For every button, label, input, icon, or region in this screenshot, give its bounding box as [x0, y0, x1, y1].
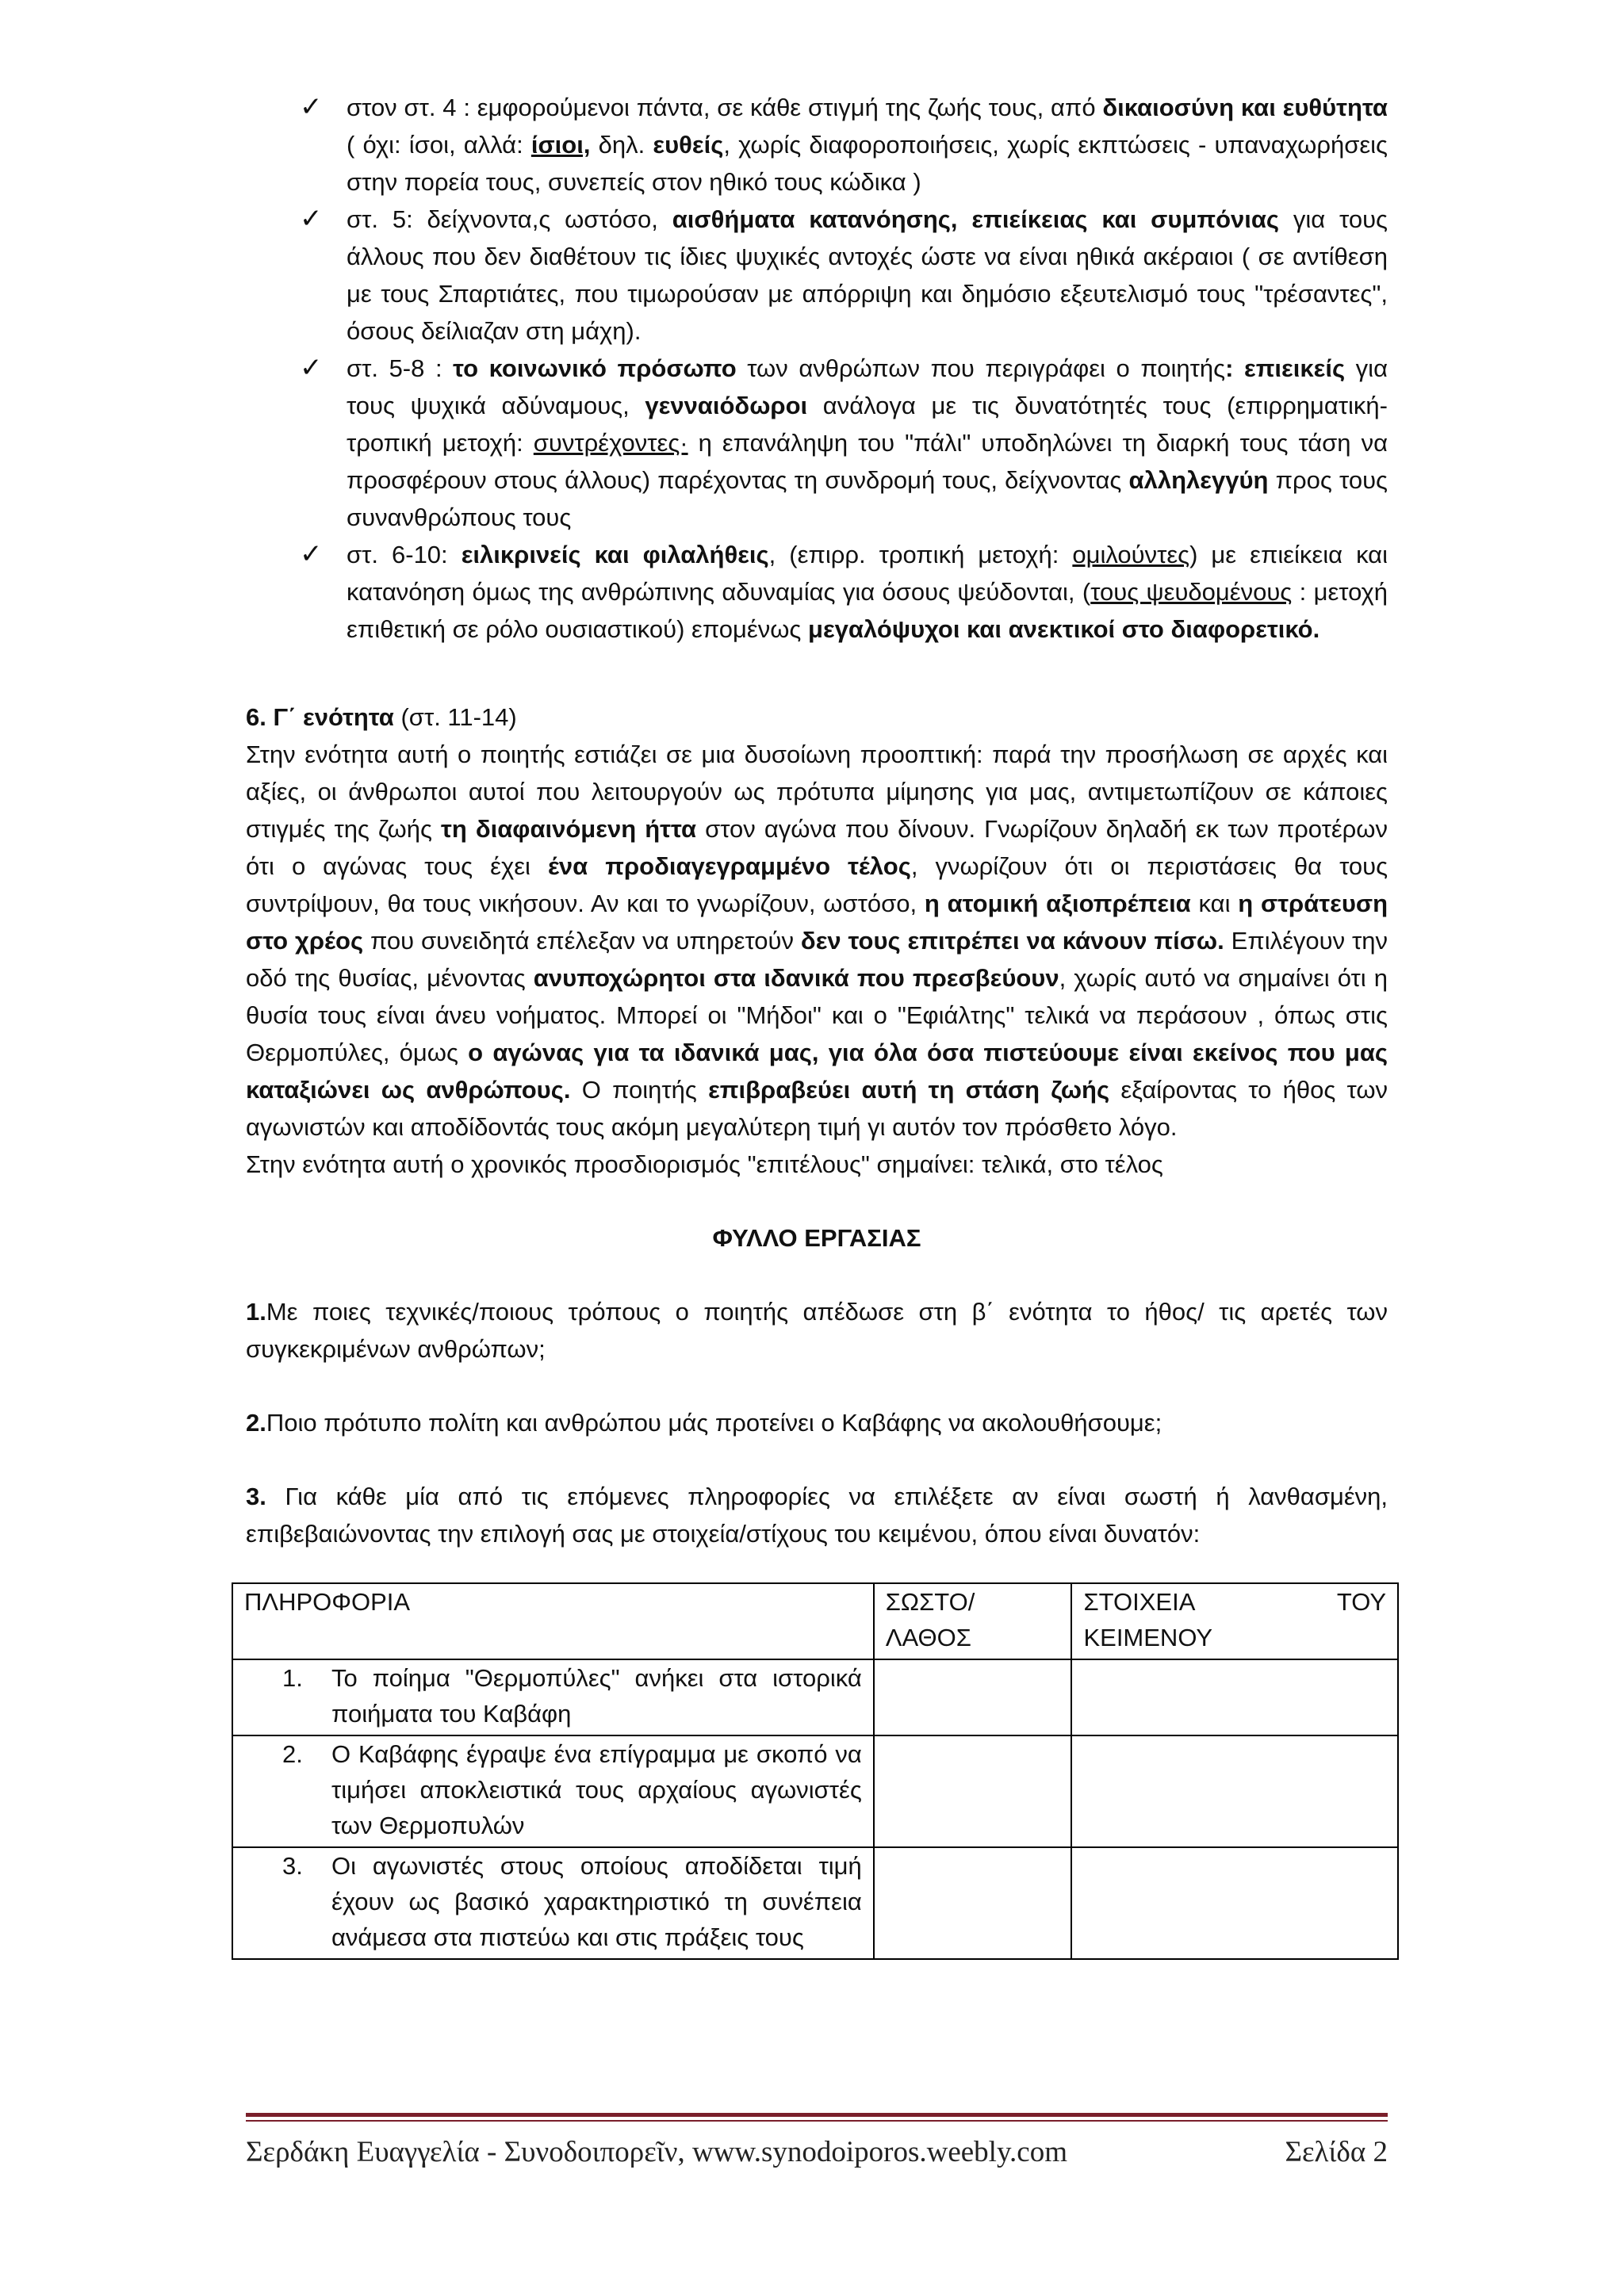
header-text-evidence: [1071, 1583, 1398, 1659]
question-number: 3.: [246, 1483, 266, 1510]
text-run: η επανάληψη του "πάλι" υποδηλώνει τη διαρκή τους τάση να προσφέρουν στους άλλους) παρέχοντας τη συνδρομή τους, δείχνοντας: [347, 429, 1388, 494]
answer-cell[interactable]: [874, 1659, 1072, 1735]
text-run: γενναιόδωροι: [645, 392, 808, 419]
text-run: ο αγώνας για τα ιδανικά μας, για όλα όσα πιστεύουμε είναι εκείνος που μας καταξιώνει ως ανθρώπους.: [246, 1039, 1388, 1104]
trait-text: [347, 205, 1388, 345]
text-run: τη διαφαινόμενη ήττα: [440, 815, 697, 843]
section-heading-bold: 6. Γ΄ ενότητα: [246, 703, 394, 731]
text-run: μεγαλόψυχοι και ανεκτικοί στο διαφορετικό.: [807, 615, 1320, 643]
trait-text: [347, 94, 1388, 196]
statement-number: 2.: [282, 1740, 303, 1768]
header-info: ΠΛΗΡΟΦΟΡΙΑ: [232, 1583, 874, 1659]
text-run: στ. 5: δείχνοντα,ς ωστόσο,: [347, 205, 672, 233]
table-row: [232, 1735, 1398, 1847]
text-run: Επιλέγουν την οδό της θυσίας, μένοντας: [246, 927, 1388, 992]
trait-item: [246, 201, 1388, 350]
text-run: το κοινωνικό πρόσωπο: [453, 354, 737, 382]
trait-text: [347, 541, 1388, 643]
text-run: δηλ.: [590, 131, 653, 159]
text-run: ( όχι: ίσοι, αλλά:: [347, 131, 531, 159]
question-text: Για κάθε μία από τις επόμενες πληροφορίες να επιλέξετε αν είναι σωστή ή λανθασμένη, επιβεβαιώνοντας την επιλογή σας με στοιχεία/στίχους του κειμένου, όπου είναι δυνατόν:: [246, 1483, 1388, 1548]
header-evidence-word-3: ΚΕΙΜΕΝΟΥ: [1083, 1624, 1213, 1651]
text-run: ανυποχώρητοι στα ιδανικά που πρεσβεύουν: [533, 964, 1059, 992]
text-run: συντρέχοντες·: [533, 429, 688, 457]
statement-cell: [232, 1659, 874, 1735]
evidence-cell[interactable]: [1071, 1847, 1398, 1959]
statement-number: 1.: [282, 1664, 303, 1692]
trait-item: [246, 89, 1388, 201]
statement-text: Ο Καβάφης έγραψε ένα επίγραμμα με σκοπό να τιμήσει αποκλειστικά τους αρχαίους αγωνιστές των Θερμοπυλών: [331, 1740, 862, 1839]
check-icon: ✓: [300, 352, 323, 384]
text-run: η ατομική αξιοπρέπεια: [924, 890, 1191, 917]
header-evidence-word-2: ΤΟΥ: [1336, 1588, 1386, 1616]
text-run: , χωρίς διαφοροποιήσεις, χωρίς εκπτώσεις - υπαναχωρήσεις στην πορεία τους, συνεπείς στον ηθικό τους κώδικα ): [347, 131, 1388, 196]
section-paragraph-text: [246, 740, 1388, 1141]
section-heading-range: (στ. 11-14): [393, 703, 517, 731]
text-run: για τους άλλους που δεν διαθέτουν τις ίδιες ψυχικές αντοχές ώστε να είναι ηθικά ακέραιοι ( σε αντίθεση με τους Σπαρτιάτες, που τιμωρούσαν με απόρριψη και δημόσιο εξευτελισμό τους "τρέσαντες", όσους δείλιαζαν στη μάχη).: [347, 205, 1388, 345]
section-note: Στην ενότητα αυτή ο χρονικός προσδιορισμός "επιτέλους" σημαίνει: τελικά, στο τέλος: [246, 1150, 1163, 1178]
text-run: και: [1190, 890, 1239, 917]
question-number: 2.: [246, 1409, 266, 1437]
footer-rule-thin: [246, 2120, 1388, 2122]
text-run: ) με επιείκεια και κατανόηση όμως της ανθρώπινης αδυναμίας για όσους ψεύδονται, (: [347, 541, 1388, 606]
text-run: δεν τους επιτρέπει να κάνουν πίσω.: [800, 927, 1224, 955]
footer-rule: [246, 2113, 1388, 2122]
text-run: στ. 5-8 :: [347, 354, 454, 382]
text-run: ευθείς: [653, 131, 724, 159]
statement-cell: [232, 1847, 874, 1959]
text-run: Ο ποιητής: [570, 1076, 709, 1104]
answer-cell[interactable]: [874, 1735, 1072, 1847]
text-run: δικαιοσύνη και ευθύτητα: [1102, 94, 1388, 121]
text-run: για τους ψυχικά αδύναμους,: [347, 354, 1388, 419]
statement-text: Οι αγωνιστές στους οποίους αποδίδεται τιμή έχουν ως βασικό χαρακτηριστικό τη συνέπεια ανάμεσα στα πιστεύω και στις πράξεις τους: [331, 1852, 862, 1951]
worksheet-title: ΦΥΛΛΟ ΕΡΓΑΣΙΑΣ: [712, 1224, 921, 1252]
text-run: , γνωρίζουν ότι οι περιστάσεις θα τους συντρίψουν, θα τους νικήσουν. Αν και το γνωρίζουν, ωστόσο,: [246, 852, 1388, 917]
question-number: 1.: [246, 1298, 266, 1326]
text-run: εξαίροντας το ήθος των αγωνιστών και αποδίδοντάς τους ακόμη μεγαλύτερη τιμή γι αυτόν τον πρόσθετο λόγο.: [246, 1076, 1388, 1141]
footer-rule-thick: [246, 2113, 1388, 2117]
text-run: ανάλογα με τις δυνατότητές τους (επιρρηματική- τροπική μετοχή:: [347, 392, 1388, 457]
question-1: [246, 1293, 1388, 1368]
text-run: η στράτευση στο χρέος: [246, 890, 1388, 955]
text-run: ειλικρινείς και φιλαλήθεις: [461, 541, 769, 568]
section-paragraph: [246, 736, 1388, 1146]
trait-item: [246, 350, 1388, 536]
check-icon: ✓: [300, 203, 323, 235]
question-3: [246, 1478, 1388, 1552]
statement-cell: [232, 1735, 874, 1847]
table-row: [232, 1659, 1398, 1735]
text-run: ίσιοι,: [530, 131, 591, 159]
text-run: προς τους συνανθρώπους τους: [347, 466, 1388, 531]
text-run: αισθήματα κατανόησης, επιείκειας και συμπόνιας: [672, 205, 1280, 233]
text-run: [1233, 354, 1244, 382]
section-heading: [246, 698, 1388, 736]
table-header-row: [232, 1583, 1398, 1659]
text-run: ομιλούντες: [1072, 541, 1190, 568]
check-icon: ✓: [300, 538, 323, 570]
text-run: στ. 6-10:: [347, 541, 462, 568]
header-true-false: ΣΩΣΤΟ/ΛΑΘΟΣ: [874, 1583, 1072, 1659]
text-run: :: [1225, 354, 1234, 382]
text-run: , (επιρρ. τροπική μετοχή:: [768, 541, 1073, 568]
table-row: [232, 1847, 1398, 1959]
statement-text: Το ποίημα "Θερμοπύλες" ανήκει στα ιστορικά ποιήματα του Καβάφη: [331, 1664, 862, 1728]
text-run: στον στ. 4 : εμφορούμενοι πάντα, σε κάθε στιγμή της ζωής τους, από: [347, 94, 1103, 121]
text-run: , χωρίς αυτό να σημαίνει ότι η θυσία τους είναι άνευ νοήματος. Μπορεί οι "Μήδοι" και ο "Εφιάλτης" τελικά να περάσουν , όπως στις Θερμοπύλες, όμως: [246, 964, 1388, 1066]
evidence-cell[interactable]: [1071, 1659, 1398, 1735]
statement-number: 3.: [282, 1852, 303, 1880]
question-text: Ποιο πρότυπο πολίτη και ανθρώπου μάς προτείνει ο Καβάφης να ακολουθήσουμε;: [266, 1409, 1162, 1437]
trait-text: [347, 354, 1388, 531]
text-run: αλληλεγγύη: [1128, 466, 1269, 494]
text-run: Στην ενότητα αυτή ο ποιητής εστιάζει σε μια δυσοίωνη προοπτική: παρά την προσήλωση σε αρχές και αξίες, οι άνθρωποι αυτοί που λειτουργούν ως πρότυπα μίμησης για μας, αντιμετωπίζουν σε κάποιες στιγμές της ζωής: [246, 740, 1388, 843]
evidence-cell[interactable]: [1071, 1735, 1398, 1847]
trait-list: [246, 89, 1388, 648]
document-page: [246, 89, 1388, 1960]
text-run: των ανθρώπων που περιγράφει ο ποιητής: [736, 354, 1226, 382]
answer-cell[interactable]: [874, 1847, 1072, 1959]
text-run: : μετοχή επιθετική σε ρόλο ουσιαστικού) επομένως: [347, 578, 1388, 643]
page-footer: [246, 2133, 1388, 2172]
text-run: επιβραβεύει αυτή τη στάση ζωής: [708, 1076, 1110, 1104]
question-2: [246, 1404, 1388, 1441]
info-table: [232, 1582, 1399, 1960]
text-run: στον αγώνα που δίνουν. Γνωρίζουν δηλαδή εκ των προτέρων ότι ο αγώνας τους έχει: [246, 815, 1388, 880]
text-run: ένα προδιαγεγραμμένο τέλος: [547, 852, 911, 880]
text-run: τους ψευδομένους: [1090, 578, 1293, 606]
footer-author-site: Σερδάκη Ευαγγελία - Συνοδοιπορεῖν, www.synodoiporos.weebly.com: [246, 2136, 1067, 2168]
trait-item: [246, 536, 1388, 648]
question-text: Με ποιες τεχνικές/ποιους τρόπους ο ποιητής απέδωσε στη β΄ ενότητα το ήθος/ τις αρετές των συγκεκριμένων ανθρώπων;: [246, 1298, 1388, 1363]
footer-page-number: Σελίδα 2: [1285, 2136, 1388, 2168]
text-run: επιεικείς: [1243, 354, 1346, 382]
check-icon: ✓: [300, 91, 323, 123]
header-evidence-word-1: ΣΤΟΙΧΕΙΑ: [1083, 1588, 1196, 1616]
text-run: που συνειδητά επέλεξαν να υπηρετούν: [363, 927, 801, 955]
